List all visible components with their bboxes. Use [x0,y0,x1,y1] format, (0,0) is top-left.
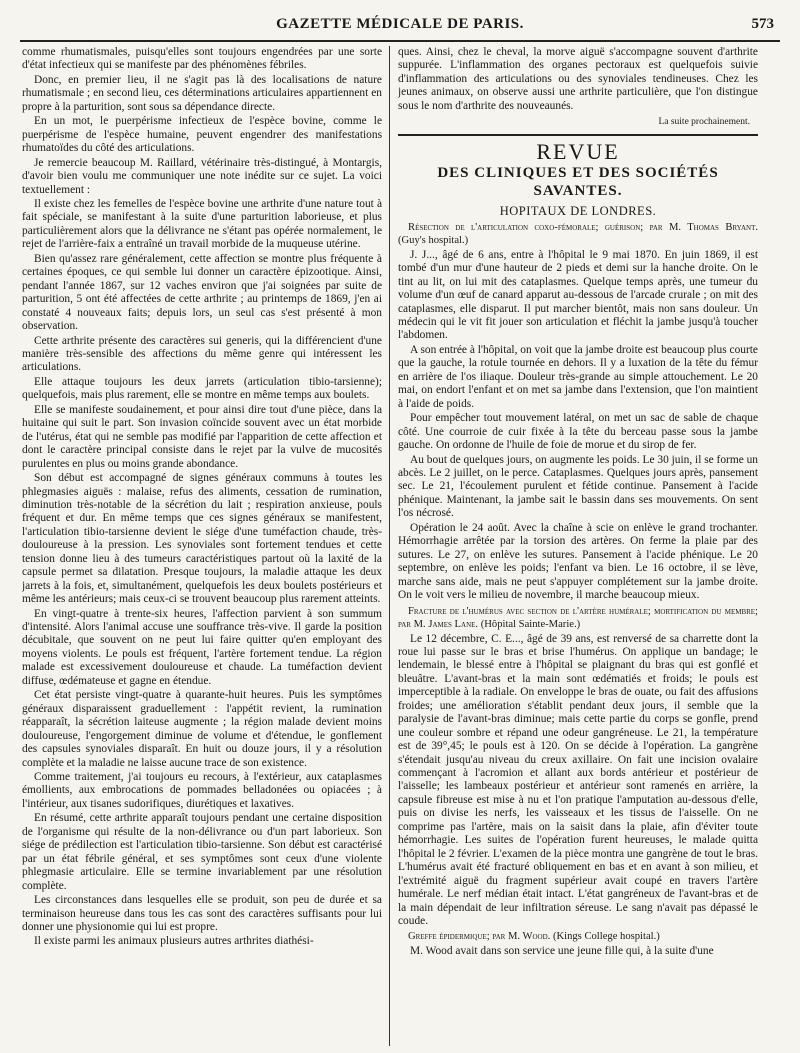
paragraph: Opération le 24 août. Avec la chaîne à scie on enlève le grand trochanter. Hémorrhagie arrêtée par la torsion des artères. On ferme la plaie par des sutures. Le 27, on enlève les sutures. Pansement à l'acide phénique. Le 20 septembre, on enlève les poids; l'enfant va bien. Le 16 octobre, il se lève, marche sans aide, mais ne peut s'appuyer complétement sur la jambe droite. On le voit vers le milieu de novembre, il marche beaucoup mieux. [398,521,758,602]
paragraph: Elle se manifeste soudainement, et pour ainsi dire tout d'une pièce, dans la huitaine qui suit le part. Son invasion coïncide souvent avec un état morbide de l'utérus, état qui ne semble pas modifié par l'apparition de cette affection et dont le caractère principal consiste dans le rejet par la vulve de mucosités purulentes en plus ou moins grande abondance. [22,403,382,470]
case-title-hospital: (Kings College hospital.) [550,931,660,943]
case-title-hip-resection [398,221,758,247]
paragraph: Cet état persiste vingt-quatre à quarante-huit heures. Puis les symptômes généraux disparaissent graduellement : l'appétit revient, la rumination réapparaît, la sécrétion laiteuse augmente ; la région malade devient moins douloureuse, l'engorgement diminue de volume et d'étendue, le gonflement des capsules synoviales disparaît. En huit ou douze jours, il y a résolution complète et la maladie ne laisse aucune trace de son existence. [22,689,382,769]
paragraph: Elle attaque toujours les deux jarrets (articulation tibio-tarsienne); quelquefois, mais plus rarement, elle se montre en même temps aux boulets. [22,375,382,402]
to-be-continued-note: La suite prochainement. [658,117,750,128]
paragraph: Les circonstances dans lesquelles elle se produit, son peu de durée et sa terminaison heureuse dans tous les cas sont des caractères suffisants pour lui donner une physionomie qui lui est propre. [22,894,382,933]
paragraph: Il existe parmi les animaux plusieurs autres arthrites diathési- [34,935,314,948]
paragraph: Au bout de quelques jours, on augmente les poids. Le 30 juin, il se forme un abcès. Le 2 juillet, on le perce. Cataplasmes. Quelques jours après, pansement sec. Le 21, l'écoulement purulent et fétide continue. Pansement à l'acide phénique. Maintenant, la jambe sait le bassin dans ses mouvements. On sent l'os nécrosé. [398,453,758,520]
paragraph: A son entrée à l'hôpital, on voit que la jambe droite est beaucoup plus courte que la gauche, la rotule tournée en dehors. Il y a luxation de la tête du fémur en arrière de l'os iliaque. Douleur très-grande au simple attouchement. Le 20 mai, on endort l'enfant et on met sa jambe dans l'extension, que l'on maintient à l'aide de poids. [398,343,758,410]
paragraph: Le 12 décembre, C. E..., âgé de 39 ans, est renversé de sa charrette dont la roue lui passe sur le bras et brise l'humérus. On applique un bandage; le lendemain, le blessé entre à l'hôpital se plaignant du bras qui est gonflé et bleuâtre. L'avant-bras et la main sont œdématiés et froids; le pouls est imperceptible à la radiale. On enveloppe le bras de ouate, ou fait des affusions froides; une amélioration s'établit pendant deux jours, il semble que la paralysie de l'avant-bras diminue; mais cette partie du corps se gonfle, prend une couleur sombre et répand une odeur gangréneuse. Le 21, la température est de 39°,45; le pouls est à 120. On se décide à l'opération. La gangrène s'étendait jusqu'au niveau du creux axillaire. On fait une incision ovalaire commençant à l'acromion et allant aux bords antérieur et postérieur de l'aisselle; les lambeaux postérieur et antérieur sont ramenés en arrière, la capsule fibreuse est mise à nu et l'on pratique l'amputation au-dessous d'elle, puis on divise les nerfs, les vaisseaux et les tissus de l'aisselle. On ne comprime pas l'artère, mais on la saisit dans la plaie, afin d'éviter toute hémorrhagie. Les suites de l'opération furent heureuses, le malade quitta l'hôpital le 2 février. L'examen de la pièce montra une gangrène de tout le bras. L'humérus avait été fracturé obliquement en bas et en avant à son milieu, et l'extrémité aiguë du fragment supérieur avait coupé en travers l'artère humérale. Le nerf médian était intact. L'état gangréneux de l'avant-bras et de la main dépendait de leur infiltration séreuse. Le sang n'avait pas dépassé le coude. [398,632,758,928]
page-header [20,14,780,42]
section-rule [398,134,758,136]
case-title-main: Greffe épidermique; par M. Wood. [408,931,551,943]
paragraph: En un mot, le puerpérisme infectieux de l'espèce bovine, comme le puerpérisme de l'espèce humaine, peuvent engendrer des manifestations rhumatoïdes du côté des articulations. [22,115,382,155]
case-title-hospital: (Guy's hospital.) [398,234,469,246]
paragraph: En vingt-quatre à trente-six heures, l'affection parvient à son summum d'intensité. Alors l'animal accuse une souffrance très-vive. Il garde la position décubitale, que souvent on ne peut lui faire quitter qu'en employant des moyens violents. Le pouls est fréquent, l'artère fortement tendue. La région malade est excessivement douloureuse et chaude. La tuméfaction devient diffuse, œdémateuse et gagne en étendue. [22,607,382,687]
paragraph: Il existe chez les femelles de l'espèce bovine une arthrite d'une nature tout à fait spéciale, se manifestant à la suite d'une parturition laborieuse, et plus particulièrement alors que la délivrance ne s'étant pas opérée normalement, le rejet de l'arrière-faix a entraîné un travail morbide de la muqueuse utérine. [22,197,382,251]
case-title-skin-graft [398,930,758,943]
continuation-paragraph: ques. Ainsi, chez le cheval, la morve aiguë s'accompagne souvent d'arthrite suppurée. L'inflammation des organes pectoraux est quelquefois suivie d'inflammation des articulations ou des synoviales tendineuses. Chez les jeunes animaux, on observe aussi une arthrite particulière, que l'on distingue sous le nom d'arthrite des nouveaunés. [398,46,758,112]
paragraph: Pour empêcher tout mouvement latéral, on met un sac de sable de chaque côté. Une courroie de cuir fixée à la tête du berceau passe sous la jambe gauche. On ordonne de l'huile de foie de morue et du sirop de fer. [398,412,758,452]
case-title-humerus-fracture [398,605,758,631]
paragraph: M. Wood avait dans son service une jeune fille qui, à la suite d'une [410,945,714,958]
case-title-main: Résection de l'articulation coxo-fémorale; guérison; par M. Thomas Bryant. [408,221,758,233]
section-heading: HOPITAUX DE LONDRES. [499,203,657,218]
paragraph: J. J..., âgé de 6 ans, entre à l'hôpital le 9 mai 1870. En juin 1869, il est tombé d'un mur d'une hauteur de 2 pieds et demi sur la hanche droite. On le tint au lit, on lui mit des cataplasmes. Quelque temps après, une tumeur du volume d'un œuf de canard apparut au-dessous de l'arcade crurale ; on mit des cataplasmes, elle disparut. Il put marcher bientôt, mais non sans douleur. Un médecin qui le vit fit jouer son articulation et fléchit la jambe jusqu'à toucher l'abdomen. [398,248,758,342]
paragraph: Je remercie beaucoup M. Raillard, vétérinaire très-distingué, à Montargis, d'avoir bien voulu me communiquer une note inédite sur ce sujet. La voici textuellement : [22,156,382,196]
paragraph: Donc, en premier lieu, il ne s'agit pas là des localisations de nature rhumatismale ; en second lieu, ces déterminations articulaires appartiennent en propre à la parturition, sont sous sa dépendance directe. [22,73,382,113]
column-divider [389,46,390,1046]
paragraph: Bien qu'assez rare généralement, cette affection se montre plus fréquente à certaines époques, ce qui semble lui donner un caractère épizootique. Ainsi, pendant l'année 1867, sur 12 vaches environ que j'ai soignées par suite de parturition, 5 ont été affectées de cette arthrite ; au printemps de 1869, j'en ai constaté 4 nouveaux faits; depuis lors, un seul cas s'est présenté à mon observation. [22,252,382,333]
paragraph: Cette arthrite présente des caractères sui generis, qui la différencient d'une manière très-sensible des affections du même genre qui intéressent les articulations. [22,334,382,374]
revue-title: REVUE [536,138,620,164]
paragraph: En résumé, cette arthrite apparaît toujours pendant une certaine disposition de l'organisme qui résulte de la non-délivrance ou d'un part laborieux. Son siége de prédilection est l'articulation tibio-tarsienne. Son début est caractérisé par un état fébrile général, et ses symptômes sont ceux d'une violente phlegmasie articulaire. Elle se termine invariablement par une résolution complète. [22,812,382,892]
right-column [398,46,758,1046]
page-number: 573 [751,16,774,32]
paragraph: comme rhumatismales, puisqu'elles sont toujours engendrées par une sorte d'état infectieux qui se manifeste par des phénomènes fébriles. [22,46,382,72]
paragraph: Comme traitement, j'ai toujours eu recours, à l'extérieur, aux cataplasmes émollients, aux embrocations de pommades belladonées ou opiacées ; à l'intérieur, aux tisanes sudorifiques, diurétiques et laxatives. [22,771,382,810]
journal-title: GAZETTE MÉDICALE DE PARIS. [276,16,524,32]
revue-subtitle: DES CLINIQUES ET DES SOCIÉTÉS SAVANTES. [437,164,719,199]
paragraph: Son début est accompagné de signes généraux communs à toutes les phlegmasies aiguës : malaise, refus des aliments, cessation de rumination, diminution très-notable de la sécrétion du lait ; respiration anxieuse, pouls fréquent et dur. En même temps que ces signes généraux se manifestent, l'articulation tibio-tarsienne devient le siége d'une tuméfaction chaude, très-douloureuse à la pression. Les synoviales sont fortement tendues et cette tension donne lieu à des tumeurs caractéristiques partout où la laxité de la capsule permet sa dilatation. Presque toujours, la maladie attaque les deux jarrets à la fois, et, simultanément, quelquefois les deux boulets postérieurs et même les antérieurs; mais ceux-ci se trouvent beaucoup plus rarement atteints. [22,472,382,606]
case-title-main: Fracture de l'humérus avec section de l'artère humérale; mortification du membre; par M. James Lane. [398,605,758,630]
case-title-hospital: (Hôpital Sainte-Marie.) [478,618,581,630]
left-column [22,46,382,1046]
